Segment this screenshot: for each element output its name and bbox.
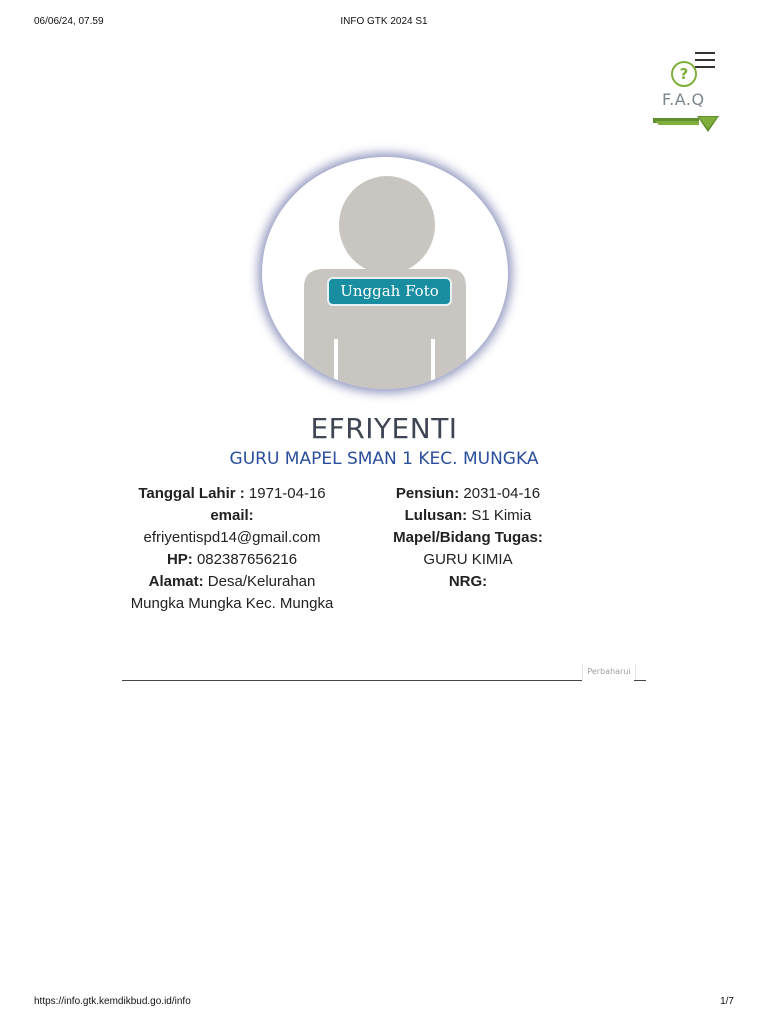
- birth-date-label: Tanggal Lahir :: [138, 485, 245, 502]
- graduate-label: Lulusan:: [404, 507, 468, 524]
- print-url: https://info.gtk.kemdikbud.go.id/info: [34, 996, 191, 1007]
- avatar-silhouette-icon: [262, 157, 508, 389]
- print-datetime: 06/06/24, 07.59: [34, 16, 104, 27]
- birth-date-value: 1971-04-16: [248, 485, 326, 502]
- faq-widget[interactable]: [650, 52, 722, 136]
- phone-label: HP:: [166, 551, 193, 568]
- refresh-button[interactable]: Perbaharui: [582, 664, 636, 680]
- pension-row: [370, 483, 566, 505]
- phone-row: [126, 549, 338, 571]
- teacher-position: GURU MAPEL SMAN 1 KEC. MUNGKA: [229, 449, 539, 469]
- teacher-name: EFRIYENTI: [310, 412, 458, 445]
- pension-label: Pensiun:: [395, 485, 460, 502]
- upload-photo-button[interactable]: Unggah Foto: [327, 277, 452, 306]
- graduate-value: S1 Kimia: [471, 507, 532, 524]
- faq-label[interactable]: F.A.Q: [662, 90, 705, 109]
- print-footer: [34, 996, 734, 1010]
- refresh-row: [122, 664, 648, 684]
- subject-label: Mapel/Bidang Tugas:: [393, 529, 543, 546]
- subject-value: GURU KIMIA: [423, 551, 513, 568]
- address-value: Desa/Kelurahan Mungka Mungka Kec. Mungka: [130, 573, 334, 612]
- print-title: INFO GTK 2024 S1: [340, 16, 428, 27]
- birth-date-row: [126, 483, 338, 505]
- nrg-row: [370, 571, 566, 593]
- profile-photo[interactable]: [262, 157, 508, 389]
- divider: [634, 680, 646, 681]
- email-label: email:: [210, 507, 254, 524]
- details-left: [126, 483, 338, 615]
- question-icon[interactable]: ?: [671, 61, 697, 87]
- details-right: [370, 483, 566, 593]
- phone-value: 082387656216: [196, 551, 298, 568]
- hamburger-icon[interactable]: [695, 52, 715, 70]
- pension-value: 2031-04-16: [463, 485, 541, 502]
- nrg-label: NRG:: [448, 573, 488, 590]
- print-header: [34, 16, 734, 30]
- print-page-number: 1/7: [720, 996, 734, 1007]
- faq-ribbon-icon: [653, 114, 719, 134]
- divider: [122, 680, 582, 681]
- address-row: [126, 571, 338, 615]
- graduate-row: [370, 505, 566, 527]
- email-value: efriyentispd14@gmail.com: [143, 529, 321, 546]
- address-label: Alamat:: [148, 573, 204, 590]
